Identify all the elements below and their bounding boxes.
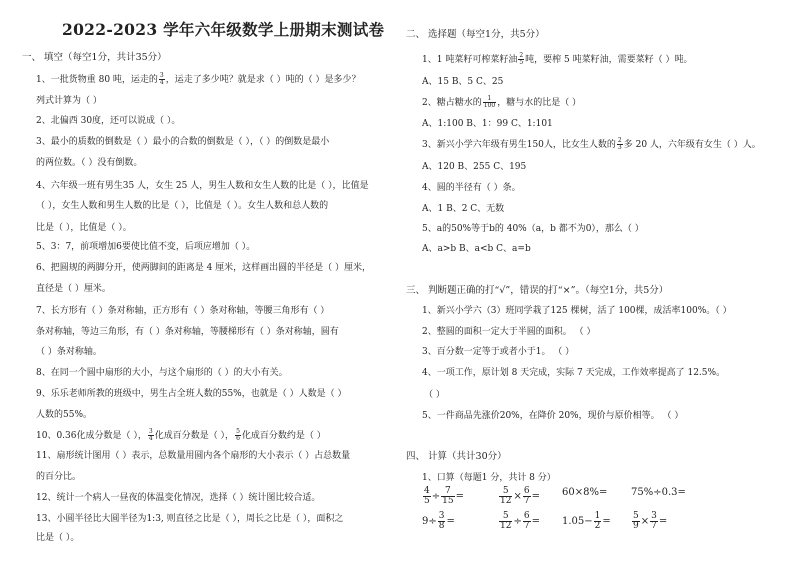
- exam-title: 2022-2023 学年六年级数学上册期末测试卷: [62, 20, 385, 39]
- question-line: 人数的55%。: [36, 410, 93, 420]
- question-line: 2、糖占糖水的 $\frac{1}{100}$ ，糖与水的比是（ ）: [422, 95, 582, 109]
- question-line: 5、a的50%等于b的 40%（a，b 都不为0），那么（ ）: [422, 224, 644, 234]
- question-line: A、a>b B、a<b C、a=b: [422, 244, 531, 254]
- section-heading: 二、 选择题（每空1分，共5分）: [406, 29, 545, 40]
- calc-item: 60×8%=: [562, 487, 608, 498]
- question-line: 12、统计一个病人一昼夜的体温变化情况，选择（ ）统计图比较合适。: [36, 493, 321, 503]
- question-line: A、1 B、2 C、无数: [422, 204, 505, 214]
- question-line: 的两位数。（ ）没有倒数。: [36, 158, 143, 168]
- question-line: 1、1 吨菜籽可榨菜籽油 $\frac{2}{5}$ 吨，要榨 5 吨菜籽油，需要菜籽（ ）吨。: [422, 52, 693, 66]
- fraction: $\frac{4}{5}$: [424, 486, 430, 506]
- fraction: $\frac{5}{9}$: [633, 511, 639, 531]
- fraction: $\frac{5}{12}$: [500, 486, 512, 506]
- question-line: 8、在同一个圆中扇形的大小，与这个扇形的（ ）的大小有关。: [36, 368, 288, 378]
- fraction: $\frac{6}{7}$: [523, 511, 530, 531]
- fraction: $\frac{3}{7}$: [651, 511, 657, 531]
- question-line: 10、0.36化成分数是（ ）， $\frac{3}{4}$ 化成百分数是（ ）， $\frac{5}{6}$ 化成百分数约是（ ）: [36, 428, 326, 442]
- question-line: 3、新兴小学六年级有男生150人，比女生人数的 $\frac{2}{3}$ 多 20 人，六年级有女生（ ）人。: [422, 137, 761, 151]
- question-line: 3、最小的质数的倒数是（ ）最小的合数的倒数是（ ），（ ）的倒数是最小: [36, 137, 330, 147]
- fraction: $\frac{3}{8}$: [438, 511, 445, 531]
- calc-item: 1.05− $\frac{1}{2}$ =: [562, 511, 611, 531]
- fraction: $\frac{3}{4}$: [159, 72, 164, 86]
- question-line: 2、北偏西 30度，还可以说成（ ）。: [36, 116, 181, 126]
- question-line: （ ）: [424, 390, 445, 400]
- section-heading: 四、 计算（共计30分）: [406, 451, 507, 462]
- question-line: （ ），女生人数和男生人数的比是（ ），比值是（ ）。女生人数和总人数的: [36, 201, 329, 211]
- question-line: A、120 B、255 C、195: [422, 162, 527, 172]
- question-line: 4、圆的半径有（ ）条。: [422, 183, 521, 193]
- question-line: 4、一项工作，原计划 8 天完成，实际 7 天完成，工作效率提高了 12.5%。: [422, 368, 726, 378]
- calc-item: 9÷ $\frac{3}{8}$ =: [422, 511, 455, 531]
- calc-item: $\frac{4}{5}$ ÷ $\frac{7}{15}$ =: [424, 486, 464, 506]
- question-line: （ ）条对称轴。: [36, 347, 102, 357]
- question-line: 3、百分数一定等于或者小于1。 （ ）: [422, 347, 575, 357]
- question-line: 9、乐乐老师所教的班级中，男生占全班人数的55%，也就是（ ）人数是（ ）: [36, 389, 347, 399]
- question-line: A、15 B、5 C、25: [422, 77, 504, 87]
- question-line: 1、新兴小学六（3）班同学栽了125 棵树，活了 100棵，成活率100%。（ ）: [422, 306, 732, 316]
- question-line: 条对称轴，等边三角形，有（ ）条对称轴，等腰梯形有（ ）条对称轴，圆有: [36, 327, 339, 337]
- calc-item: $\frac{5}{9}$ × $\frac{3}{7}$ =: [633, 511, 668, 531]
- fraction: $\frac{1}{2}$: [594, 511, 601, 531]
- fraction: $\frac{1}{100}$: [483, 95, 496, 109]
- question-line: A、1:100 B、1：99 C、1:101: [422, 119, 553, 129]
- section-heading: 一、 填空（每空1分，共计35分）: [22, 52, 167, 63]
- question-line: 13、小圆半径比大圆半径为1:3, 则直径之比是（ ），周长之比是（ ），面积之: [36, 514, 344, 524]
- question-line: 11、扇形统计图用（ ）表示，总数量用圆内各个扇形的大小表示（ ）占总数量: [36, 451, 351, 461]
- fraction: $\frac{5}{12}$: [500, 511, 512, 531]
- question-line: 6、把圆规的两脚分开，使两脚间的距离是 4 厘米，这样画出圆的半径是（ ）厘米，: [36, 263, 372, 273]
- fraction: $\frac{6}{7}$: [523, 486, 530, 506]
- question-line: 4、六年级一班有男生35 人，女生 25 人，男生人数和女生人数的比是（ ），比值是: [36, 181, 369, 191]
- calc-item: $\frac{5}{12}$ × $\frac{6}{7}$ =: [500, 486, 540, 506]
- question-line: 1、口算（每题1 分，共计 8 分）: [422, 473, 556, 483]
- question-line: 直径是（ ）厘米。: [36, 284, 111, 294]
- calc-item: 75%÷0.3=: [631, 487, 686, 498]
- calc-item: $\frac{5}{12}$ ÷ $\frac{6}{7}$ =: [500, 511, 540, 531]
- fraction: $\frac{7}{15}$: [442, 486, 454, 506]
- question-line: 5、3：7，前项增加6要使比值不变，后项应增加（ ）。: [36, 242, 256, 252]
- question-line: 5、一件商品先涨价20%，在降价 20%，现价与原价相等。 （ ）: [422, 411, 684, 421]
- fraction: $\frac{2}{5}$: [519, 52, 524, 66]
- question-line: 的百分比。: [36, 472, 82, 482]
- fraction: $\frac{2}{3}$: [617, 137, 622, 151]
- fraction: $\frac{3}{4}$: [148, 428, 153, 442]
- question-line: 比是（ ）。: [36, 533, 80, 543]
- question-line: 7、长方形有（ ）条对称轴，正方形有（ ）条对称轴，等腰三角形有（ ）: [36, 306, 330, 316]
- question-line: 列式计算为（ ）: [36, 96, 102, 106]
- question-line: 比是（ ），比值是（ ）。: [36, 223, 132, 233]
- section-heading: 三、 判断题正确的打“√”，错误的打“×”。（每空1分，共5分）: [406, 285, 669, 296]
- question-line: 2、整圆的面积一定大于半圆的面积。 （ ）: [422, 327, 596, 337]
- fraction: $\frac{5}{6}$: [236, 428, 240, 442]
- question-line: 1、一批货物重 80 吨，运走的 $\frac{3}{4}$ ，运走了多少吨？就是求（ ）吨的（ ）是多少？: [36, 72, 361, 86]
